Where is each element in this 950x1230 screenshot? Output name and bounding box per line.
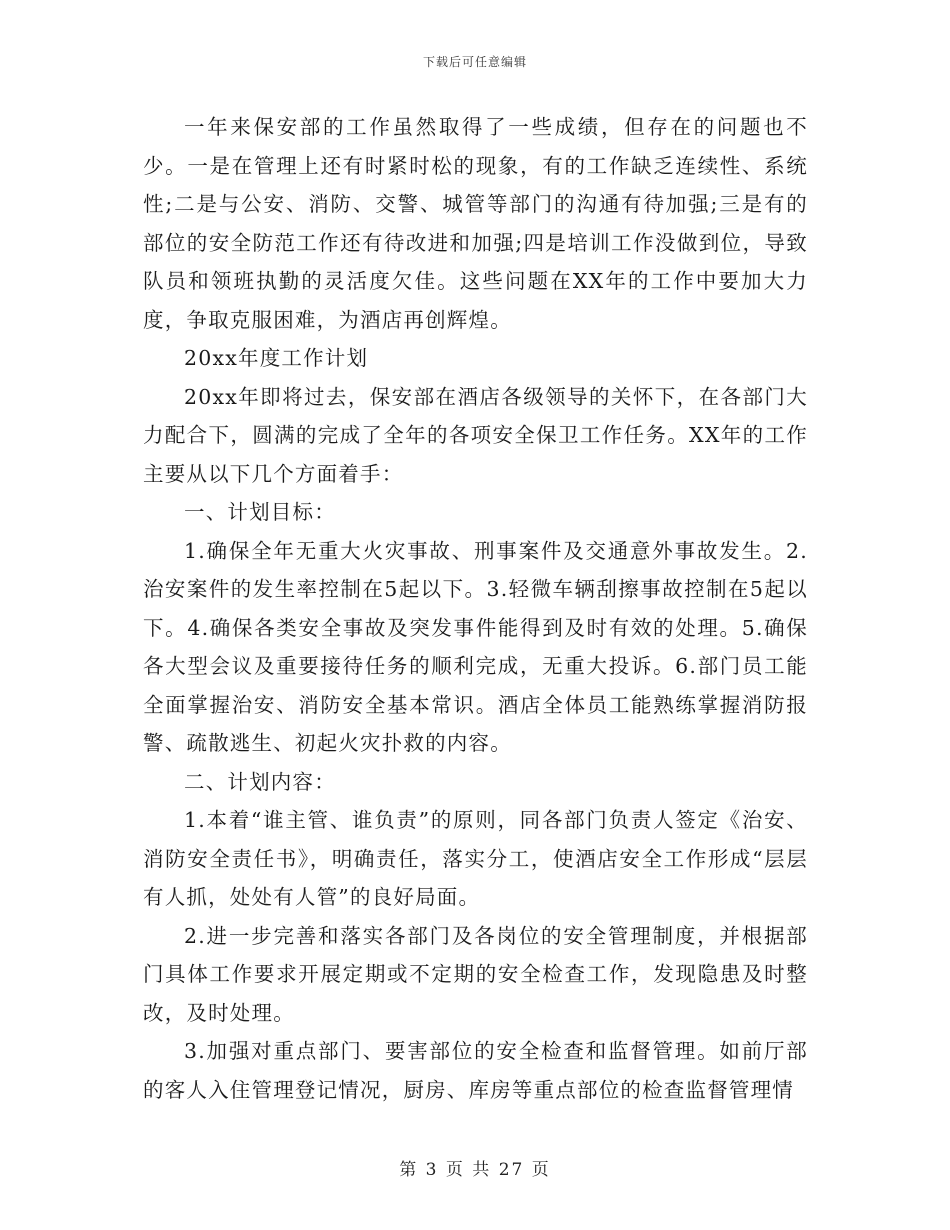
section-heading-goals: 一、计划目标： (184, 500, 336, 524)
page-header: 下载后可任意编辑 (422, 55, 527, 69)
paragraph-content-item-3: 3.加强对重点部门、要害部位的安全检查和监督管理。如前厅部的客人入住管理登记情况，厨房、库房等重点部位的检查监督管理情 (143, 1039, 808, 1102)
page-number-footer: 第 3 页 共 27 页 (399, 1160, 551, 1180)
paragraph-intro: 20xx年即将过去，保安部在酒店各级领导的关怀下，在各部门大力配合下，圆满的完成了全年的各项安全保卫工作任务。XX年的工作主要从以下几个方面着手： (143, 384, 808, 486)
paragraph-plan-title: 20xx年度工作计划 (184, 346, 369, 370)
paragraph-content-item-2: 2.进一步完善和落实各部门及各岗位的安全管理制度，并根据部门具体工作要求开展定期或不定期的安全检查工作，发现隐患及时整改，及时处理。 (143, 923, 808, 1025)
paragraph-goals-list: 1.确保全年无重大火灾事故、刑事案件及交通意外事故发生。2.治安案件的发生率控制在5起以下。3.轻微车辆刮擦事故控制在5起以下。4.确保各类安全事故及突发事件能得到及时有效的处理。5.确保各大型会议及重要接待任务的顺利完成，无重大投诉。6.部门员工能全面掌握治安、消防安全基本常识。酒店全体员工能熟练掌握消防报警、疏散逃生、初起火灾扑救的内容。 (143, 538, 808, 755)
document-body (143, 108, 808, 1109)
paragraph-content-item-1: 1.本着“谁主管、谁负责”的原则，同各部门负责人签定《治安、消防安全责任书》，明确责任，落实分工，使酒店安全工作形成“层层有人抓，处处有人管”的良好局面。 (143, 808, 808, 909)
section-heading-content: 二、计划内容： (184, 769, 336, 794)
paragraph-summary: 一年来保安部的工作虽然取得了一些成绩，但存在的问题也不少。一是在管理上还有时紧时松的现象，有的工作缺乏连续性、系统性;二是与公安、消防、交警、城管等部门的沟通有待加强;三是有的部位的安全防范工作还有待改进和加强;四是培训工作没做到位，导致队员和领班执勤的灵活度欠佳。这些问题在XX年的工作中要加大力度，争取克服困难，为酒店再创辉煌。 (143, 115, 808, 332)
